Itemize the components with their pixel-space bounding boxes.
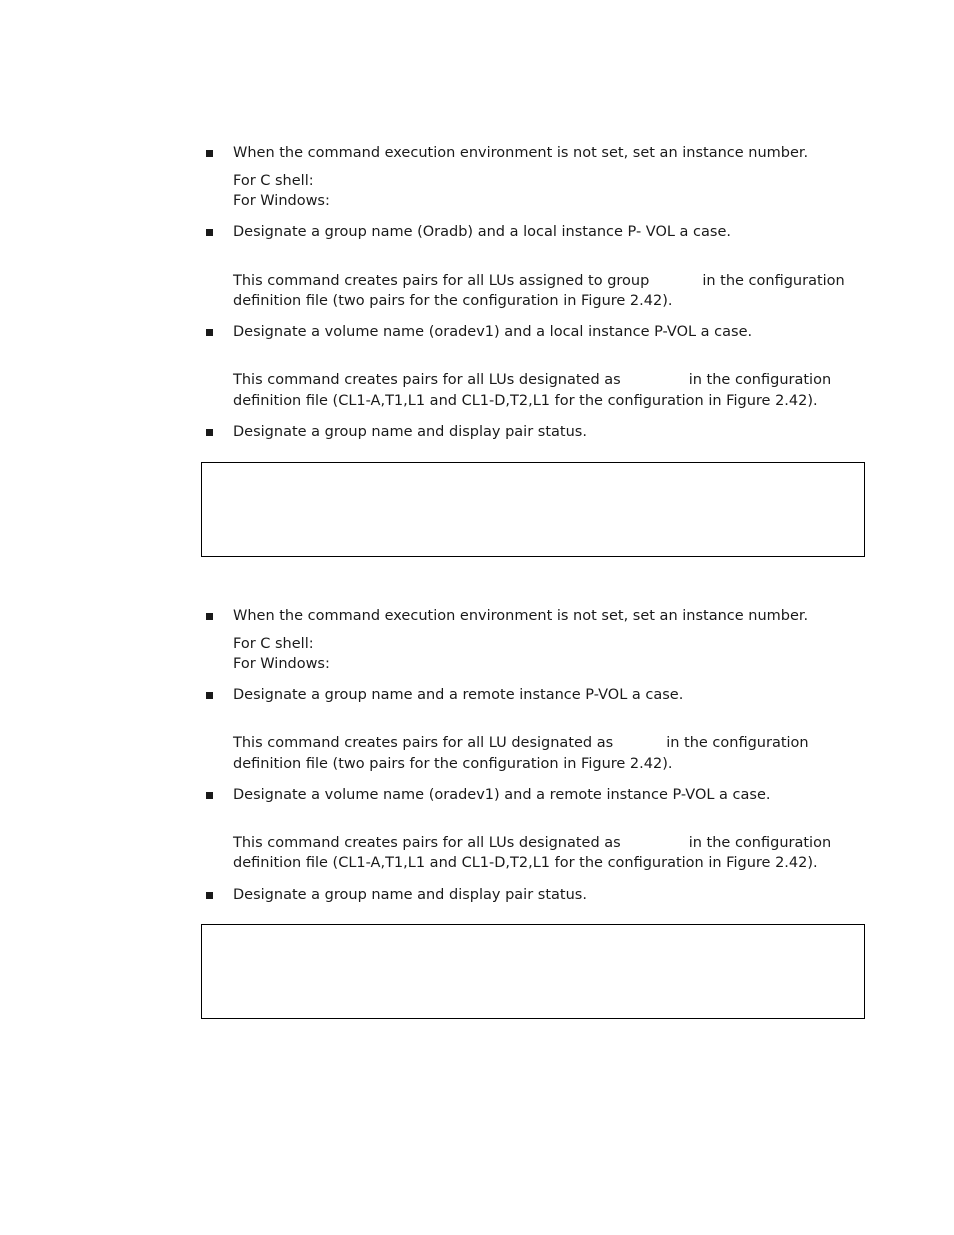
windows-label: For Windows:	[233, 656, 330, 672]
step-group-name-remote: Designate a group name and a remote instance P-VOL a case.	[233, 687, 684, 703]
description-part: This command creates pairs for all LU designated as	[233, 735, 614, 751]
bullet-marker	[206, 892, 213, 899]
step-volume-name-remote: Designate a volume name (oradev1) and a remote instance P-VOL a case.	[233, 787, 771, 803]
bullet-marker	[206, 613, 213, 620]
description-text: definition file (two pairs for the configuration in Figure 2.42).	[233, 756, 673, 772]
bullet-marker	[206, 429, 213, 436]
description-part: in the configuration	[702, 273, 845, 289]
description-part: This command creates pairs for all LUs designated as	[233, 835, 621, 851]
description-text	[233, 833, 831, 853]
c-shell-label: For C shell:	[233, 173, 314, 189]
description-text	[233, 733, 809, 753]
description-part: in the configuration	[688, 835, 832, 851]
command-output-box	[201, 462, 865, 557]
bullet-marker	[206, 229, 213, 236]
step-volume-name-local: Designate a volume name (oradev1) and a local instance P-VOL a case.	[233, 324, 753, 340]
description-part: in the configuration	[666, 735, 809, 751]
step-group-name-local: Designate a group name (Oradb) and a local instance P- VOL a case.	[233, 224, 731, 240]
description-text: definition file (CL1-A,T1,L1 and CL1-D,T2,L1 for the configuration in Figure 2.42).	[233, 393, 818, 409]
c-shell-label: For C shell:	[233, 636, 314, 652]
description-part: This command creates pairs for all LUs designated as	[233, 372, 621, 388]
step-set-instance-number: When the command execution environment is not set, set an instance number.	[233, 145, 809, 161]
windows-label: For Windows:	[233, 193, 330, 209]
bullet-marker	[206, 792, 213, 799]
bullet-marker	[206, 692, 213, 699]
step-display-status: Designate a group name and display pair status.	[233, 424, 587, 440]
description-part: This command creates pairs for all LUs assigned to group	[233, 273, 650, 289]
description-part: in the configuration	[688, 372, 832, 388]
bullet-marker	[206, 329, 213, 336]
description-text	[233, 370, 831, 390]
step-set-instance-number: When the command execution environment is not set, set an instance number.	[233, 608, 809, 624]
description-text: definition file (two pairs for the configuration in Figure 2.42).	[233, 293, 673, 309]
description-text: definition file (CL1-A,T1,L1 and CL1-D,T2,L1 for the configuration in Figure 2.42).	[233, 855, 818, 871]
command-output-box	[201, 924, 865, 1019]
step-display-status: Designate a group name and display pair status.	[233, 887, 587, 903]
description-text	[233, 271, 845, 291]
bullet-marker	[206, 150, 213, 157]
